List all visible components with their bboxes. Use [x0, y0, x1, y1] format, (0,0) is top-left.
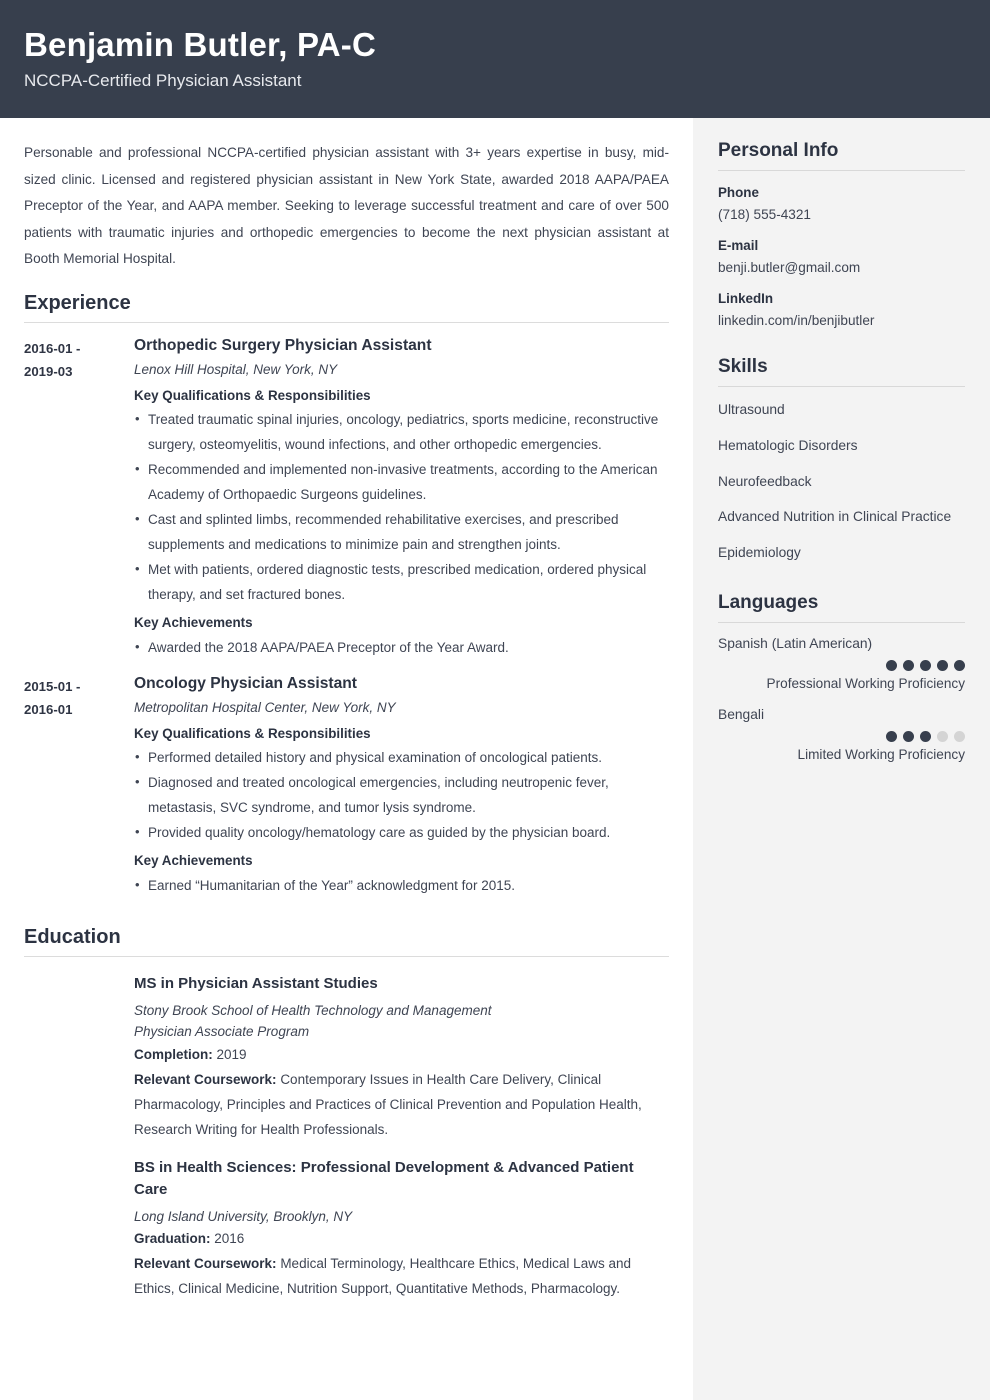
education-coursework-label: Relevant Coursework: [134, 1072, 277, 1088]
experience-dates [24, 336, 134, 661]
list-item: • Recommended and implemented non-invasive treatments, according to the American Academy of Orthopaedic Surgeons guidelines. [134, 458, 669, 508]
language-name: Spanish (Latin American) [718, 635, 873, 651]
list-item: • Cast and splinted limbs, recommended rehabilitative exercises, and prescribed supplements and medications to minimize pain and strengthen joints. [134, 508, 669, 558]
rating-dot-filled [937, 660, 948, 671]
education-coursework-value: Medical Terminology, Healthcare Ethics, Medical Laws and Ethics, Clinical Medicine, Nutrition Support, Quantitative Methods, Pharmacology. [134, 1256, 631, 1297]
education-date-spacer [24, 1157, 134, 1302]
list-item: • Awarded the 2018 AAPA/PAEA Preceptor of the Year Award. [134, 636, 669, 661]
contact-label-email: E-mail [718, 237, 759, 253]
education-program: Physician Associate Program [134, 1024, 310, 1040]
date-end: 2016-01 [24, 702, 73, 718]
skill-item: Epidemiology [718, 545, 801, 561]
date-end: 2019-03 [24, 364, 73, 379]
rating-dot-filled [903, 731, 914, 742]
contact-label-linkedin: LinkedIn [718, 291, 774, 307]
language-entry [718, 705, 965, 765]
education-graduation-value: 2016 [214, 1231, 245, 1247]
experience-dates [24, 674, 134, 899]
main-column [0, 118, 693, 1400]
qualifications-heading: Key Qualifications & Responsibilities [134, 387, 371, 403]
sidebar-heading-languages: Languages [718, 592, 965, 623]
section-heading-experience: Experience [24, 291, 669, 323]
language-name: Bengali [718, 706, 765, 722]
experience-organization: Lenox Hill Hospital, New York, NY [134, 362, 338, 378]
education-school: Stony Brook School of Health Technology and Management [134, 1002, 492, 1018]
experience-job-title: Orthopedic Surgery Physician Assistant [134, 336, 432, 354]
education-completion [134, 1043, 669, 1068]
sidebar-column [693, 118, 990, 1400]
rating-dot-filled [903, 660, 914, 671]
contact-value-linkedin[interactable]: linkedin.com/in/benjibutler [718, 313, 875, 329]
experience-organization: Metropolitan Hospital Center, New York, NY [134, 700, 396, 716]
education-coursework-value: Contemporary Issues in Health Care Delivery, Clinical Pharmacology, Principles and Practices of Clinical Prevention and Population Health, Research Writing for Health Professionals. [134, 1072, 642, 1138]
qualifications-heading: Key Qualifications & Responsibilities [134, 726, 371, 742]
experience-job-title: Oncology Physician Assistant [134, 674, 357, 692]
achievements-heading: Key Achievements [134, 615, 253, 631]
education-degree: BS in Health Sciences: Professional Development & Advanced Patient Care [134, 1159, 634, 1198]
contact-value-phone[interactable]: (718) 555-4321 [718, 206, 811, 222]
skill-item: Neurofeedback [718, 473, 812, 489]
date-start: 2016-01 - [24, 340, 81, 356]
education-date-spacer [24, 973, 134, 1143]
language-proficiency-label: Limited Working Proficiency [797, 746, 965, 762]
education-completion-label: Completion: [134, 1047, 213, 1063]
education-degree: MS in Physician Assistant Studies [134, 974, 378, 992]
experience-entry [24, 674, 669, 899]
contact-label-phone: Phone [718, 184, 759, 200]
rating-dot-filled [920, 660, 931, 671]
achievements-list [134, 636, 669, 661]
resume-body [0, 118, 990, 1400]
qualifications-list [134, 408, 669, 608]
sidebar-heading-personal-info: Personal Info [718, 140, 965, 171]
education-coursework [134, 1068, 669, 1143]
resume-header [0, 0, 990, 118]
professional-summary: Personable and professional NCCPA-certified physician assistant with 3+ years expertise in busy, mid-sized clinic. Licensed and registered physician assistant in New York State, awarded 2018 AAPA/PAEA Preceptor of the Year, and AAPA member. Seeking to leverage successful treatment and care of over 500 patients with traumatic injuries and orthopedic emergencies to become the next physician assistant at Booth Memorial Hospital. [24, 145, 669, 266]
contact-value-email[interactable]: benji.butler@gmail.com [718, 260, 861, 276]
education-entry [24, 1157, 669, 1302]
experience-details [134, 336, 669, 661]
list-item: • Diagnosed and treated oncological emergencies, including neutropenic fever, metastasis, SVC syndrome, and tumor lysis syndrome. [134, 771, 669, 821]
list-item: • Earned “Humanitarian of the Year” acknowledgment for 2015. [134, 874, 669, 899]
list-item: • Performed detailed history and physical examination of oncological patients. [134, 746, 669, 771]
skill-item: Hematologic Disorders [718, 437, 858, 453]
skill-item: Ultrasound [718, 401, 785, 417]
rating-dot-filled [886, 660, 897, 671]
rating-dot-empty [954, 731, 965, 742]
education-coursework-label: Relevant Coursework: [134, 1256, 277, 1272]
education-school: Long Island University, Brooklyn, NY [134, 1208, 353, 1224]
education-graduation-label: Graduation: [134, 1231, 211, 1247]
rating-dot-filled [886, 731, 897, 742]
experience-entry [24, 336, 669, 661]
qualifications-list [134, 746, 669, 846]
education-entry [24, 973, 669, 1143]
experience-details [134, 674, 669, 899]
list-item: • Provided quality oncology/hematology care as guided by the physician board. [134, 821, 669, 846]
language-entry [718, 634, 965, 694]
education-coursework [134, 1252, 669, 1302]
candidate-job-title: NCCPA-Certified Physician Assistant [24, 70, 302, 90]
rating-dot-filled [954, 660, 965, 671]
education-details [134, 973, 669, 1143]
education-details [134, 1157, 669, 1302]
language-rating-dots [718, 731, 965, 742]
rating-dot-empty [937, 731, 948, 742]
language-proficiency-label: Professional Working Proficiency [766, 675, 965, 691]
language-rating-dots [718, 660, 965, 671]
list-item: • Met with patients, ordered diagnostic tests, prescribed medication, ordered physical therapy, and set fractured bones. [134, 558, 669, 608]
date-start: 2015-01 - [24, 678, 81, 694]
education-completion-value: 2019 [216, 1047, 247, 1063]
skill-item: Advanced Nutrition in Clinical Practice [718, 509, 952, 525]
list-item: • Treated traumatic spinal injuries, oncology, pediatrics, sports medicine, reconstructive surgery, osteomyelitis, wound infections, and other orthopedic emergencies. [134, 408, 669, 458]
achievements-heading: Key Achievements [134, 853, 253, 869]
candidate-name: Benjamin Butler, PA-C [24, 26, 376, 63]
education-graduation [134, 1227, 669, 1252]
section-heading-education: Education [24, 925, 669, 957]
sidebar-heading-skills: Skills [718, 356, 965, 387]
rating-dot-filled [920, 731, 931, 742]
achievements-list [134, 874, 669, 899]
